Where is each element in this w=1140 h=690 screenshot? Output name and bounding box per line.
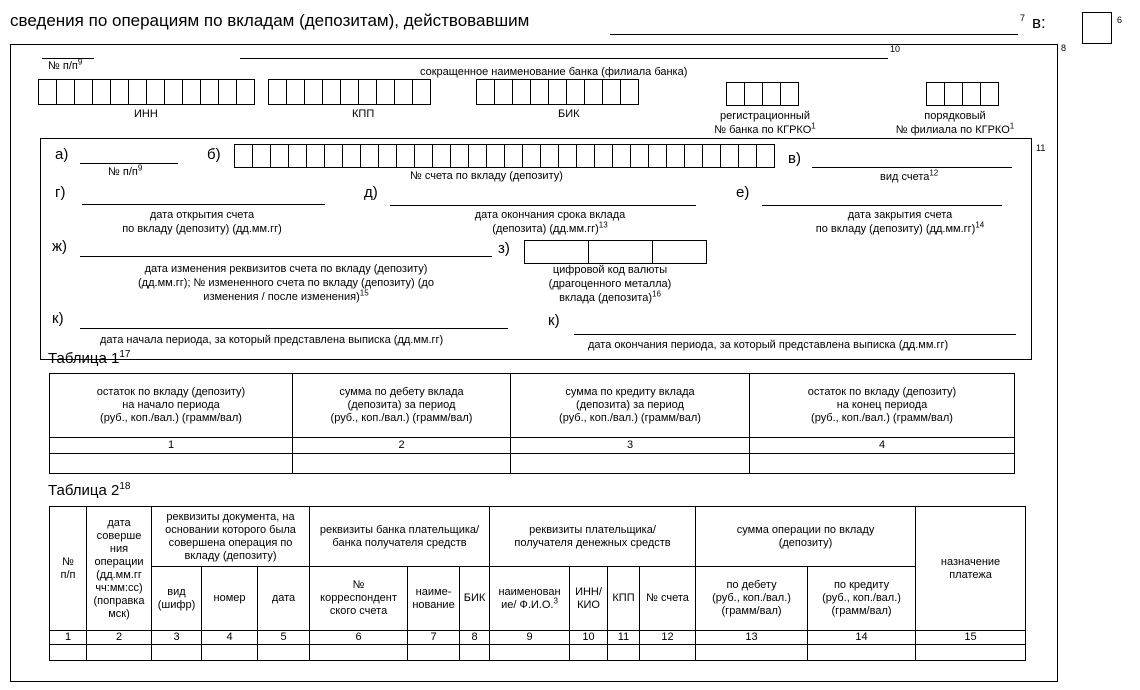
t2-data-9[interactable]: [490, 645, 570, 661]
item-zh: ж): [52, 238, 68, 255]
t2-num-6: 6: [310, 631, 408, 645]
item-b: б): [207, 146, 221, 163]
t2-h-sum: сумма операции по вкладу (депозиту): [696, 507, 916, 567]
t1-header-2: сумма по дебету вклада (депозита) за период (руб., коп./вал.) (грамм/вал): [293, 374, 511, 438]
t2-h-np: № п/п: [50, 507, 87, 631]
t2-num-5: 5: [258, 631, 310, 645]
t2-data-12[interactable]: [640, 645, 696, 661]
form-title: сведения по операциям по вкладам (депозитам), действовавшим: [10, 11, 530, 30]
bik-cells[interactable]: [476, 79, 639, 105]
footnote-7: 7: [1020, 13, 1026, 23]
item-g: г): [55, 184, 66, 201]
t2-num-7: 7: [408, 631, 460, 645]
t2-h-kpp: КПП: [608, 567, 640, 631]
t2-num-15: 15: [916, 631, 1026, 645]
item-zh-label-3: изменения / после изменения)$^{15}$: [203, 288, 369, 303]
t2-h-purpose: назначение платежа: [916, 507, 1026, 631]
t2-data-7[interactable]: [408, 645, 460, 661]
item-z: з): [498, 240, 510, 257]
t1-num-4: 4: [750, 438, 1015, 454]
item-k-end-label: дата окончания периода, за который представлена выписка (дд.мм.гг): [588, 339, 949, 351]
t2-h-payer: реквизиты плательщика/ получателя денежных средств: [490, 507, 696, 567]
np-label: № $п/п^9$: [48, 57, 83, 72]
bank-name-line: [240, 58, 888, 59]
item-z-label-2: (драгоценного металла): [548, 278, 672, 290]
item-g-line[interactable]: [82, 204, 325, 205]
item-d-label-1: дата окончания срока вклада: [474, 209, 626, 221]
t2-h-bik: БИК: [460, 567, 490, 631]
t2-h-data: дата: [258, 567, 310, 631]
footnote-6: 6: [1117, 15, 1123, 25]
table1-caption: Таблица $1^{17}$: [48, 349, 131, 367]
t2-h-nomer: номер: [202, 567, 258, 631]
item-k-start-line[interactable]: [80, 328, 508, 329]
item-v: в): [788, 150, 801, 167]
item-a-label: № $п/п^9$: [108, 163, 143, 178]
item-a-line[interactable]: [80, 163, 178, 164]
t1-header-3: сумма по кредиту вклада (депозита) за период (руб., коп./вал.) (грамм/вал): [511, 374, 750, 438]
t2-h-naim: наиме- нование: [408, 567, 460, 631]
item-z-label-3: вклада (депозита)$^{16}$: [559, 289, 661, 304]
table2: [49, 506, 1026, 661]
item-k-start: к): [52, 310, 64, 327]
inn-cells[interactable]: [38, 79, 255, 105]
footnote-8: 8: [1061, 43, 1067, 53]
item-a: а): [55, 146, 69, 163]
t1-data-3[interactable]: [511, 454, 750, 474]
t2-h-naim2: наименован ие/ Ф.И.О.$^3$: [490, 567, 570, 631]
t2-data-10[interactable]: [570, 645, 608, 661]
kpp-cells[interactable]: [268, 79, 431, 105]
reg-number-cells[interactable]: [726, 82, 799, 106]
t2-h-date: дата соверше ния операции (дд.мм.гг чч:мм:сс) (поправка мск): [87, 507, 152, 631]
t1-header-4: остаток по вкладу (депозиту) на конец периода (руб., коп./вал.) (грамм/вал): [750, 374, 1015, 438]
t1-num-1: 1: [50, 438, 293, 454]
item-d-line[interactable]: [390, 205, 696, 206]
item-e-label-1: дата закрытия счета: [847, 209, 953, 221]
t2-data-11[interactable]: [608, 645, 640, 661]
np-line: [42, 58, 94, 59]
t2-h-schet: № счета: [640, 567, 696, 631]
t2-data-3[interactable]: [152, 645, 202, 661]
t2-num-8: 8: [460, 631, 490, 645]
t2-data-6[interactable]: [310, 645, 408, 661]
t1-num-3: 3: [511, 438, 750, 454]
t2-num-10: 10: [570, 631, 608, 645]
branch-number-cells[interactable]: [926, 82, 999, 106]
reg-label-2: № банка по КГРКО$^1$: [714, 121, 816, 136]
t2-num-3: 3: [152, 631, 202, 645]
t2-num-11: 11: [608, 631, 640, 645]
bik-label: БИК: [558, 108, 580, 120]
t1-data-2[interactable]: [293, 454, 511, 474]
v-label: в:: [1032, 13, 1046, 32]
v-box[interactable]: [1082, 12, 1112, 44]
currency-code-cells[interactable]: [524, 240, 707, 264]
t2-num-9: 9: [490, 631, 570, 645]
t1-data-4[interactable]: [750, 454, 1015, 474]
t2-data-15[interactable]: [916, 645, 1026, 661]
footnote-11: 11: [1036, 143, 1046, 153]
item-k-start-label: дата начала периода, за который представлена выписка (дд.мм.гг): [100, 334, 444, 346]
item-b-label: № счета по вкладу (депозиту): [410, 170, 563, 182]
item-z-label-1: цифровой код валюты: [552, 264, 668, 276]
t2-data-1[interactable]: [50, 645, 87, 661]
ord-label-1: порядковый: [924, 110, 986, 122]
t2-data-8[interactable]: [460, 645, 490, 661]
ord-label-2: № филиала по КГРКО$^1$: [895, 121, 1015, 136]
item-k-end: к): [548, 312, 560, 329]
item-d: д): [364, 184, 378, 201]
t1-data-1[interactable]: [50, 454, 293, 474]
t2-h-kredit: по кредиту (руб., коп./вал.) (грамм/вал): [808, 567, 916, 631]
t2-h-debet: по дебету (руб., коп./вал.) (грамм/вал): [696, 567, 808, 631]
t2-h-doc: реквизиты документа, на основании которого была совершена операция по вкладу (депозиту): [152, 507, 310, 567]
t1-header-1: остаток по вкладу (депозиту) на начало периода (руб., коп./вал.) (грамм/вал): [50, 374, 293, 438]
t2-h-korr: № корреспондент ского счета: [310, 567, 408, 631]
inn-label: ИНН: [134, 108, 158, 120]
t2-num-12: 12: [640, 631, 696, 645]
t2-num-14: 14: [808, 631, 916, 645]
t2-num-4: 4: [202, 631, 258, 645]
table1: [49, 373, 1015, 474]
kpp-label: КПП: [352, 108, 375, 120]
t2-h-innkio: ИНН/ КИО: [570, 567, 608, 631]
item-v-label: вид счета$^{12}$: [880, 168, 939, 183]
account-number-cells[interactable]: [234, 144, 775, 168]
item-g-label-1: дата открытия счета: [149, 209, 255, 221]
item-zh-line[interactable]: [80, 256, 492, 257]
item-zh-label-1: дата изменения реквизитов счета по вкладу (депозиту): [144, 263, 428, 275]
item-d-label-2: (депозита) $(дд.мм.гг)^{13}$: [492, 220, 608, 235]
item-e: е): [736, 184, 750, 201]
reg-label-1: регистрационный: [720, 110, 810, 122]
item-zh-label-2: (дд.мм.гг); № измененного счета по вкладу (депозиту) (до: [138, 277, 434, 289]
footnote-10: 10: [890, 44, 901, 54]
table2-caption: Таблица $2^{18}$: [48, 481, 131, 499]
t2-num-1: 1: [50, 631, 87, 645]
t1-num-2: 2: [293, 438, 511, 454]
t2-num-2: 2: [87, 631, 152, 645]
t2-data-14[interactable]: [808, 645, 916, 661]
bank-name-label: сокращенное наименование банка (филиала банка): [420, 66, 688, 78]
t2-data-4[interactable]: [202, 645, 258, 661]
t2-h-bank: реквизиты банка плательщика/ банка получателя средств: [310, 507, 490, 567]
t2-data-5[interactable]: [258, 645, 310, 661]
item-k-end-line[interactable]: [574, 334, 1016, 335]
item-g-label-2: по вкладу (депозиту) (дд.мм.гг): [122, 223, 282, 235]
t2-h-vid: вид (шифр): [152, 567, 202, 631]
t2-data-2[interactable]: [87, 645, 152, 661]
item-e-label-2: по вкладу (депозиту) $(дд.мм.гг)^{14}$: [815, 220, 985, 235]
item-e-line[interactable]: [762, 205, 1002, 206]
item-v-line[interactable]: [812, 167, 1012, 168]
t2-data-13[interactable]: [696, 645, 808, 661]
period-line: [610, 34, 1018, 35]
t2-num-13: 13: [696, 631, 808, 645]
